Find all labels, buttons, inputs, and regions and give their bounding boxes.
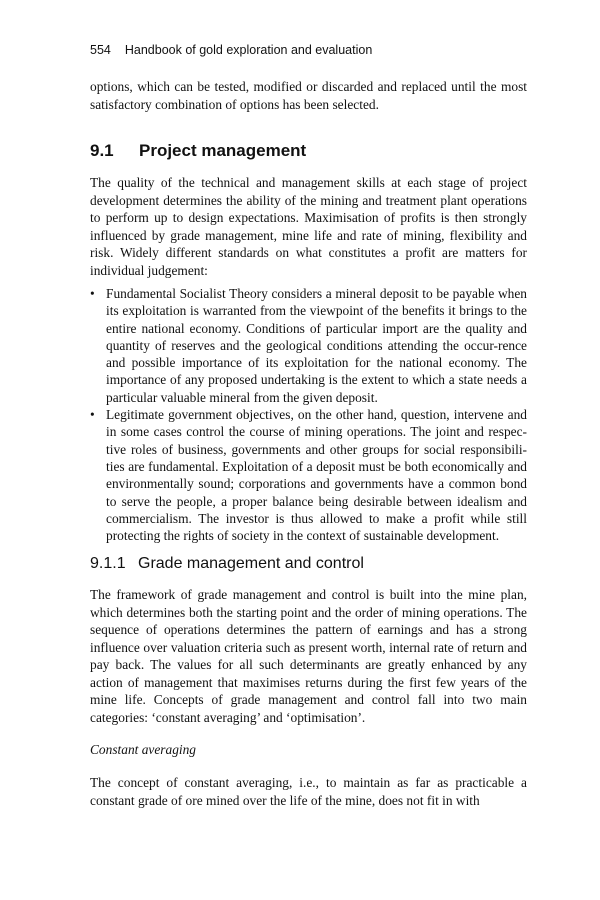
section-title: Project management xyxy=(139,141,307,160)
section-number: 9.1 xyxy=(90,141,114,160)
subsection-heading xyxy=(90,555,364,573)
intro-paragraph: options, which can be tested, modified or discarded and replaced until the most satisfactory combination of options has been selected. xyxy=(90,79,527,112)
bullet-icon: • xyxy=(90,286,95,301)
section-heading xyxy=(90,141,306,161)
running-header xyxy=(90,43,530,57)
bullet-item xyxy=(90,285,527,406)
italic-subheading: Constant averaging xyxy=(90,742,197,757)
bullet-icon: • xyxy=(90,407,95,423)
book-title: Handbook of gold exploration and evaluation xyxy=(124,43,373,57)
final-paragraph: The concept of constant averaging, i.e., to maintain as far as practicable a constant grade of ore mined over the life of the mine, does not fit in with xyxy=(90,775,527,808)
bullet-item xyxy=(90,406,527,544)
page-number: 554 xyxy=(90,43,111,57)
subsection-number: 9.1.1 xyxy=(90,555,126,572)
bullet-list xyxy=(90,285,527,544)
subsection-title: Grade management and control xyxy=(138,555,364,572)
bullet-text: Legitimate government objectives, on the other hand, question, intervene and in some cases control the course of mining operations. The joint and respec-tive roles of business, governments and other groups for social responsibili-ties are fundamental. Exploitation of a deposit must be both economically and environmentally sound; corporations and governments have a common bond to serve the people, a proper balance being desirable between idealism and commercialism. The investor is thus allowed to make a profit while still protecting the rights of society in the context of sustainable development. xyxy=(106,407,527,544)
bullet-text: Fundamental Socialist Theory considers a mineral deposit to be payable when its exploitation is warranted from the viewpoint of the benefits it brings to the entire national economy. Conditions of particular import are the quality and quantity of reserves and the geological conditions attending the occur-rence and possible importance of its exploitation for the national economy. The importance of any proposed undertaking is the extent to which a state needs a particular valuable mineral from the given deposit. xyxy=(106,286,527,405)
subsection-paragraph: The framework of grade management and control is built into the mine plan, which determines both the starting point and the order of mining operations. The sequence of operations determines the pattern of earnings and has a strong influence over valuation criteria such as present worth, internal rate of return and pay back. The values for all such determinants are greatly enhanced by any action of management that maximises returns during the first few years of the mine life. Concepts of grade management and control fall into two main categories: ‘constant averaging’ and ‘optimisation’. xyxy=(90,587,527,725)
section-paragraph: The quality of the technical and management skills at each stage of project development determines the ability of the mining and treatment plant operations to perform up to design expectations. Maximisation of profits is then strongly influenced by grade management, mine life and rate of mining, flexibility and risk. Widely different standards on what constitutes a profit are matters for individual judgement: xyxy=(90,175,527,278)
